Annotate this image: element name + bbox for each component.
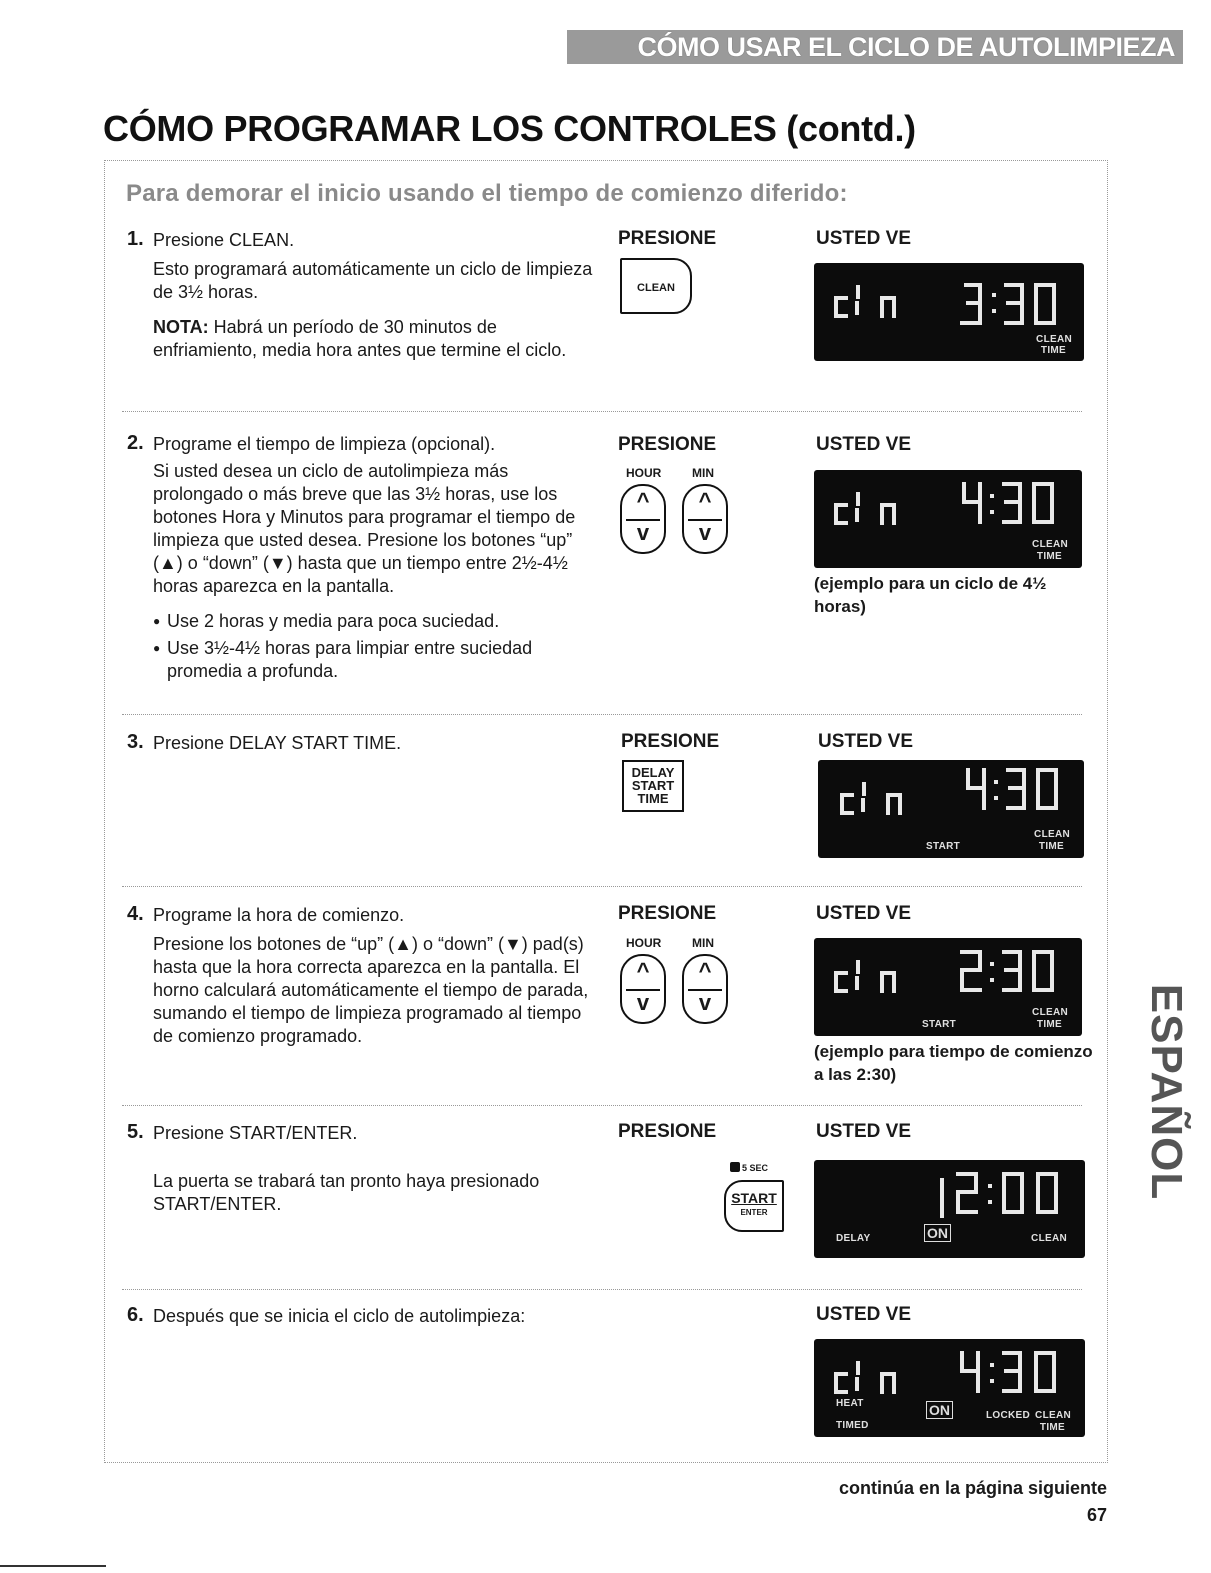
oven-display [814, 470, 1082, 568]
step-number: 4. [127, 903, 144, 925]
min-label: MIN [692, 466, 714, 480]
display-label-clean: CLEAN [1036, 334, 1072, 345]
step-title: Presione DELAY START TIME. [153, 733, 402, 753]
press-label: PRESIONE [618, 903, 717, 924]
step-number: 2. [127, 432, 144, 454]
press-label: PRESIONE [618, 434, 717, 455]
side-tab-label: ESPAÑOL [1142, 983, 1191, 1201]
down-arrow-icon: v [698, 990, 712, 1015]
step-title: Presione START/ENTER. [153, 1123, 358, 1143]
continued-note: continúa en la página siguiente [838, 1478, 1107, 1498]
clean-key: CLEAN [620, 258, 692, 314]
hour-key [620, 484, 666, 554]
hour-min-keys [618, 466, 734, 554]
down-arrow-icon: v [636, 990, 650, 1015]
note-text: Habrá un período de 30 minutos de enfriamiento, media hora antes que termine el ciclo. [153, 317, 567, 360]
display-label-time: TIME [1040, 345, 1066, 356]
step-paragraph: Esto programará automáticamente un ciclo de limpieza de 3½ horas. [153, 259, 593, 302]
step-bullets [153, 610, 593, 683]
press-label: PRESIONE [618, 228, 717, 249]
lock-hold-indicator [730, 1162, 768, 1173]
up-arrow-icon: ^ [698, 958, 712, 983]
step-number: 5. [127, 1121, 144, 1143]
display-label-clean: CLEAN [1035, 1410, 1071, 1421]
see-label: USTED VE [816, 434, 912, 455]
down-arrow-icon: v [636, 520, 650, 545]
example-caption: (ejemplo para un ciclo de 4½ horas) [814, 574, 1047, 616]
step-divider [122, 411, 1082, 412]
oven-display [814, 1160, 1085, 1258]
start-enter-key [724, 1180, 784, 1232]
bottom-rule [0, 1565, 106, 1567]
hour-key [620, 954, 666, 1024]
display-label-time: TIME [1038, 841, 1064, 852]
step-description [153, 460, 593, 687]
display-label-time: TIME [1036, 1019, 1062, 1030]
oven-display [814, 263, 1084, 361]
start-label: START [731, 1190, 777, 1206]
step-divider [122, 714, 1082, 715]
display-on-indicator: ON [924, 1224, 951, 1242]
step-number: 6. [127, 1304, 144, 1326]
oven-display [814, 938, 1082, 1036]
step-description [153, 933, 593, 1060]
min-key [682, 484, 728, 554]
step-divider [122, 1289, 1082, 1290]
page-number: 67 [1086, 1505, 1107, 1525]
enter-label: ENTER [740, 1208, 768, 1217]
language-side-tab [1142, 968, 1191, 1216]
lock-icon [730, 1162, 740, 1172]
see-label: USTED VE [816, 1121, 912, 1142]
display-label-locked: LOCKED [986, 1410, 1031, 1421]
delay-start-time-key [622, 760, 684, 812]
display-label-heat: HEAT [836, 1398, 864, 1409]
hour-label: HOUR [626, 466, 662, 480]
bullet-item: ● Use 3½-4½ horas para limpiar entre suciedad promedia a profunda. [153, 637, 593, 683]
see-label: USTED VE [816, 1304, 912, 1325]
hold-time-label: 5 SEC [742, 1163, 769, 1173]
key-line: START [631, 778, 675, 793]
hour-min-keys [618, 936, 734, 1024]
step-divider [122, 886, 1082, 887]
display-label-start: START [926, 841, 961, 852]
step-number: 1. [127, 228, 144, 250]
display-on-indicator: ON [926, 1401, 953, 1419]
min-label: MIN [692, 936, 714, 950]
min-key [682, 954, 728, 1024]
step-paragraph: La puerta se trabará tan pronto haya presionado START/ENTER. [153, 1171, 540, 1214]
note-label: NOTA: [153, 317, 209, 337]
step-paragraph: Si usted desea un ciclo de autolimpieza más prolongado o más breve que las 3½ horas, use los botones Hora y Minutos para programar el tiempo de limpieza que usted desea. Presione los botones “up” (▲) o “down” (▼) hasta que un tiempo entre 2½-4½ horas aparezca en la pantalla. [153, 461, 576, 596]
step-divider [122, 1105, 1082, 1106]
step-note [153, 316, 593, 362]
seg-right [960, 283, 1056, 325]
display-label-time: TIME [1036, 551, 1062, 562]
display-label-timed: TIMED [836, 1420, 869, 1431]
up-arrow-icon: ^ [698, 488, 712, 513]
display-label-clean: CLEAN [1034, 829, 1070, 840]
page-title: CÓMO PROGRAMAR LOS CONTROLES (contd.) [103, 108, 916, 149]
up-arrow-icon: ^ [636, 488, 650, 513]
display-label-clean: CLEAN [1032, 1007, 1068, 1018]
display-label-clean: CLEAN [1032, 539, 1068, 550]
seg-left [834, 285, 896, 318]
display-label-clean: CLEAN [1031, 1233, 1067, 1244]
see-label: USTED VE [816, 228, 912, 249]
section-banner: CÓMO USAR EL CICLO DE AUTOLIMPIEZA [567, 30, 1183, 64]
hour-label: HOUR [626, 936, 662, 950]
bullet-item: ● Use 2 horas y media para poca suciedad. [153, 610, 593, 633]
step-title: Programe la hora de comienzo. [153, 905, 405, 925]
see-label: USTED VE [816, 903, 912, 924]
down-arrow-icon: v [698, 520, 712, 545]
up-arrow-icon: ^ [636, 958, 650, 983]
example-caption: (ejemplo para tiempo de comienzo a las 2:30) [814, 1042, 1093, 1084]
oven-display [818, 760, 1084, 858]
section-subhead: Para demorar el inicio usando el tiempo de comienzo diferido: [126, 180, 848, 207]
display-label-delay: DELAY [836, 1233, 871, 1244]
key-line: DELAY [631, 765, 675, 780]
step-title: Presione CLEAN. [153, 230, 295, 250]
step-description [153, 1170, 593, 1228]
step-paragraph: Presione los botones de “up” (▲) o “down” (▼) pad(s) hasta que la hora correcta aparezca en la pantalla. El horno calculará automáticamente el tiempo de parada, sumando el tiempo de limpieza programado al tiempo de comienzo programado. [153, 934, 589, 1046]
oven-display [814, 1339, 1085, 1437]
step-title: Después que se inicia el ciclo de autolimpieza: [153, 1306, 526, 1326]
press-label: PRESIONE [621, 731, 720, 752]
step-description [153, 258, 593, 374]
display-label-time: TIME [1039, 1422, 1065, 1433]
press-label: PRESIONE [618, 1121, 717, 1142]
see-label: USTED VE [818, 731, 914, 752]
display-label-start: START [922, 1019, 957, 1030]
step-title: Programe el tiempo de limpieza (opcional). [153, 434, 496, 454]
step-number: 3. [127, 731, 144, 753]
key-line: TIME [637, 791, 669, 806]
